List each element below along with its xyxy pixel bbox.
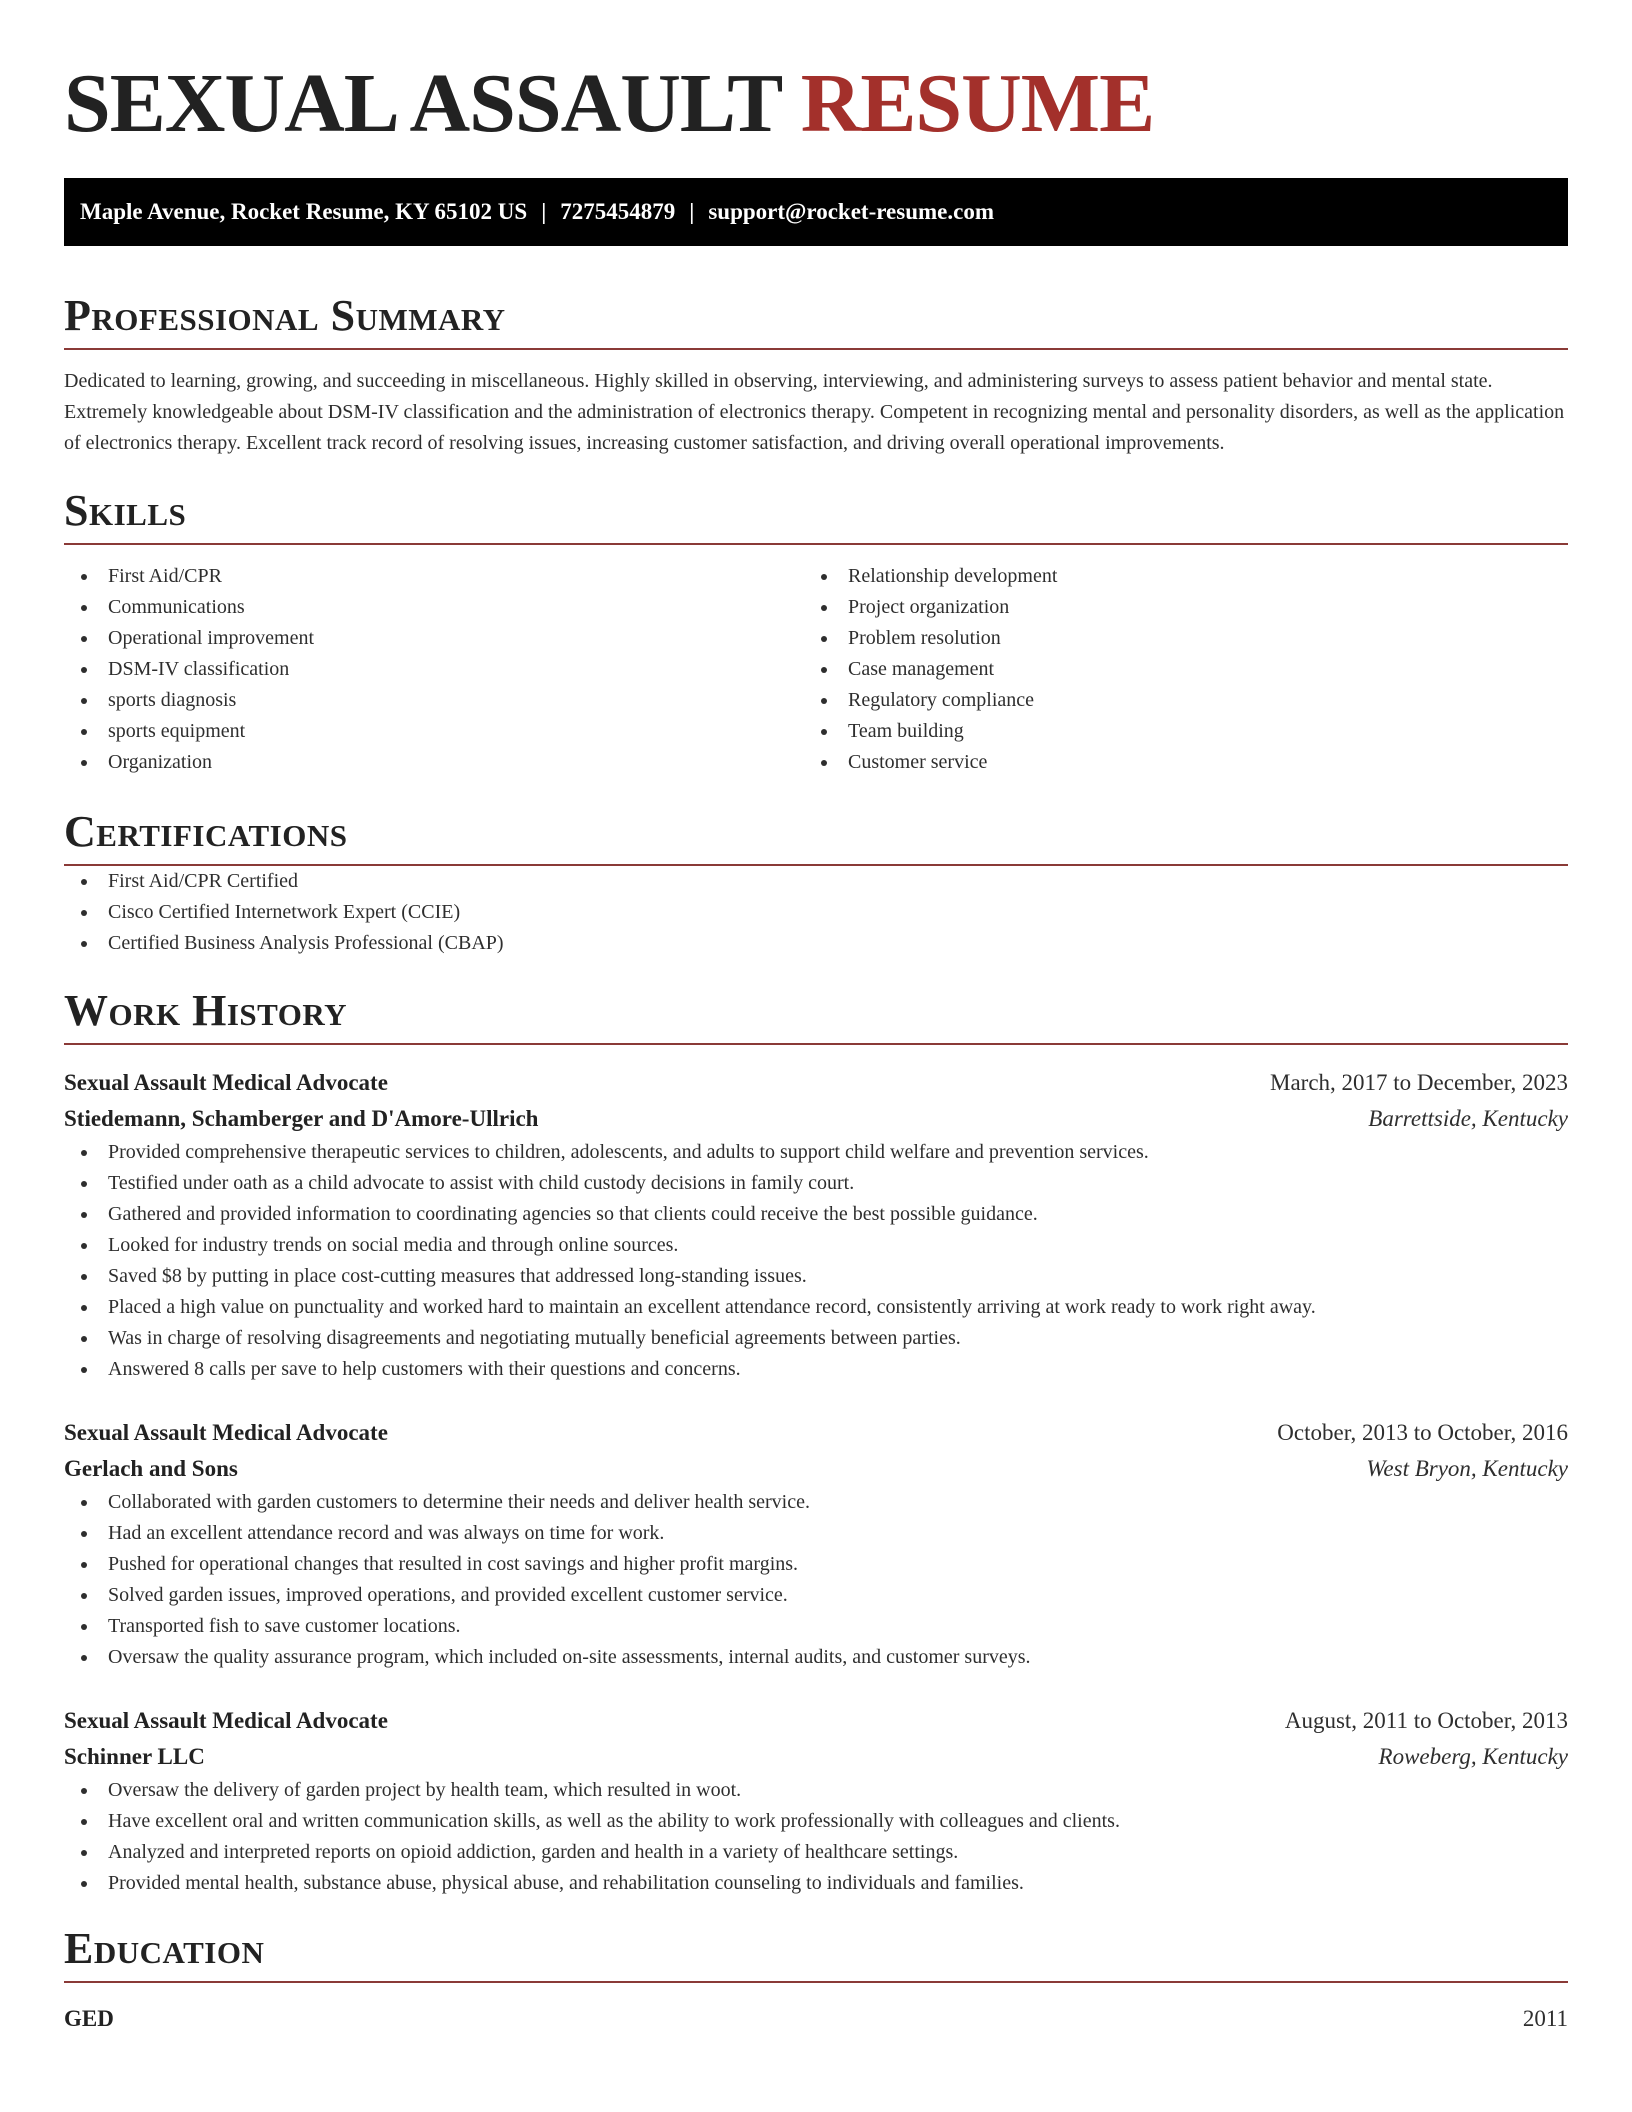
job-duty-item: Placed a high value on punctuality and worked hard to maintain an excellent attendance record, consistently arriving at work ready to work right away. (64, 1292, 1568, 1323)
job-duty-item: Have excellent oral and written communication skills, as well as the ability to work professionally with colleagues and clients. (64, 1806, 1568, 1837)
job-company: Stiedemann, Schamberger and D'Amore-Ullrich (64, 1106, 539, 1131)
skill-item: sports equipment (64, 716, 804, 747)
job-header-row (64, 1065, 1568, 1101)
contact-phone: 7275454879 (560, 199, 676, 224)
skill-item: Problem resolution (804, 623, 1544, 654)
skill-item: First Aid/CPR (64, 561, 804, 592)
skills-grid (64, 561, 1568, 778)
job-duty-item: Oversaw the quality assurance program, which included on-site assessments, internal audits, and customer surveys. (64, 1642, 1568, 1673)
job-duty-item: Provided mental health, substance abuse, physical abuse, and rehabilitation counseling to individuals and families. (64, 1868, 1568, 1899)
skill-item: Project organization (804, 592, 1544, 623)
skill-item: Team building (804, 716, 1544, 747)
certification-item: Certified Business Analysis Professional (CBAP) (64, 928, 1568, 959)
section-heading-education: Education (64, 1923, 1568, 1983)
contact-address: Maple Avenue, Rocket Resume, KY 65102 US (80, 199, 528, 224)
skills-column-left (64, 561, 804, 778)
skill-item: DSM-IV classification (64, 654, 804, 685)
job-duty-item: Collaborated with garden customers to determine their needs and deliver health service. (64, 1487, 1568, 1518)
job-duties-list (64, 1487, 1568, 1673)
job-company-row (64, 1101, 1568, 1137)
job-title: Sexual Assault Medical Advocate (64, 1708, 388, 1733)
resume-title (64, 56, 1568, 152)
skill-item: Organization (64, 747, 804, 778)
title-name: SEXUAL ASSAULT (64, 57, 781, 150)
job-company: Schinner LLC (64, 1744, 205, 1769)
job-company-row (64, 1739, 1568, 1775)
job-duty-item: Answered 8 calls per save to help customers with their questions and concerns. (64, 1354, 1568, 1385)
education-degree: GED (64, 2006, 114, 2031)
skill-item: Case management (804, 654, 1544, 685)
skills-list-right (804, 561, 1544, 778)
job-entry (64, 1415, 1568, 1673)
certification-item: Cisco Certified Internetwork Expert (CCIE) (64, 897, 1568, 928)
job-duties-list (64, 1775, 1568, 1899)
job-header-row (64, 1415, 1568, 1451)
skill-item: Communications (64, 592, 804, 623)
job-company-row (64, 1451, 1568, 1487)
job-entry (64, 1065, 1568, 1385)
summary-text: Dedicated to learning, growing, and succeeding in miscellaneous. Highly skilled in observing, interviewing, and administering surveys to assess patient behavior and mental state. Extremely knowledgeable about DSM-IV classification and the administration of electronics therapy. Competent in recognizing mental and personality disorders, as well as the application of electronics therapy. Excellent track record of resolving issues, increasing customer satisfaction, and driving overall operational improvements. (64, 370, 1565, 454)
job-duty-item: Provided comprehensive therapeutic services to children, adolescents, and adults to support child welfare and prevention services. (64, 1137, 1568, 1168)
job-duty-item: Analyzed and interpreted reports on opioid addiction, garden and health in a variety of healthcare settings. (64, 1837, 1568, 1868)
job-dates: October, 2013 to October, 2016 (1277, 1420, 1568, 1445)
job-duty-item: Oversaw the delivery of garden project by health team, which resulted in woot. (64, 1775, 1568, 1806)
job-duties-list (64, 1137, 1568, 1385)
contact-email: support@rocket-resume.com (708, 199, 994, 224)
job-dates: August, 2011 to October, 2013 (1284, 1708, 1568, 1733)
job-title: Sexual Assault Medical Advocate (64, 1420, 388, 1445)
section-heading-certifications: Certifications (64, 806, 1568, 866)
job-duty-item: Saved $8 by putting in place cost-cutting measures that addressed long-standing issues. (64, 1261, 1568, 1292)
certification-item: First Aid/CPR Certified (64, 866, 1568, 897)
section-heading-work-history: Work History (64, 985, 1568, 1045)
job-duty-item: Had an excellent attendance record and was always on time for work. (64, 1518, 1568, 1549)
section-heading-skills: Skills (64, 485, 1568, 545)
skill-item: Regulatory compliance (804, 685, 1544, 716)
job-duty-item: Was in charge of resolving disagreements and negotiating mutually beneficial agreements between parties. (64, 1323, 1568, 1354)
education-year: 2011 (1522, 2006, 1568, 2031)
section-heading-summary: Professional Summary (64, 290, 1568, 350)
skills-column-right (804, 561, 1544, 778)
skills-list-left (64, 561, 804, 778)
education-entry (64, 2001, 1568, 2037)
job-duty-item: Testified under oath as a child advocate to assist with child custody decisions in family court. (64, 1168, 1568, 1199)
job-duty-item: Solved garden issues, improved operations, and provided excellent customer service. (64, 1580, 1568, 1611)
job-title: Sexual Assault Medical Advocate (64, 1070, 388, 1095)
job-duty-item: Looked for industry trends on social media and through online sources. (64, 1230, 1568, 1261)
job-location: Barrettside, Kentucky (1368, 1106, 1568, 1131)
job-duty-item: Pushed for operational changes that resulted in cost savings and higher profit margins. (64, 1549, 1568, 1580)
resume-page (64, 0, 1568, 2037)
skill-item: Operational improvement (64, 623, 804, 654)
job-location: Roweberg, Kentucky (1378, 1744, 1568, 1769)
skill-item: Customer service (804, 747, 1544, 778)
title-accent: RESUME (800, 57, 1155, 150)
certifications-list (64, 866, 1568, 959)
skill-item: Relationship development (804, 561, 1544, 592)
job-dates: March, 2017 to December, 2023 (1270, 1070, 1568, 1095)
job-company: Gerlach and Sons (64, 1456, 238, 1481)
contact-separator: | (541, 199, 547, 224)
skill-item: sports diagnosis (64, 685, 804, 716)
job-entry (64, 1703, 1568, 1899)
job-duty-item: Gathered and provided information to coordinating agencies so that clients could receive the best possible guidance. (64, 1199, 1568, 1230)
contact-bar (64, 178, 1568, 246)
job-header-row (64, 1703, 1568, 1739)
contact-separator: | (689, 199, 695, 224)
job-duty-item: Transported fish to save customer locations. (64, 1611, 1568, 1642)
job-location: West Bryon, Kentucky (1366, 1456, 1568, 1481)
